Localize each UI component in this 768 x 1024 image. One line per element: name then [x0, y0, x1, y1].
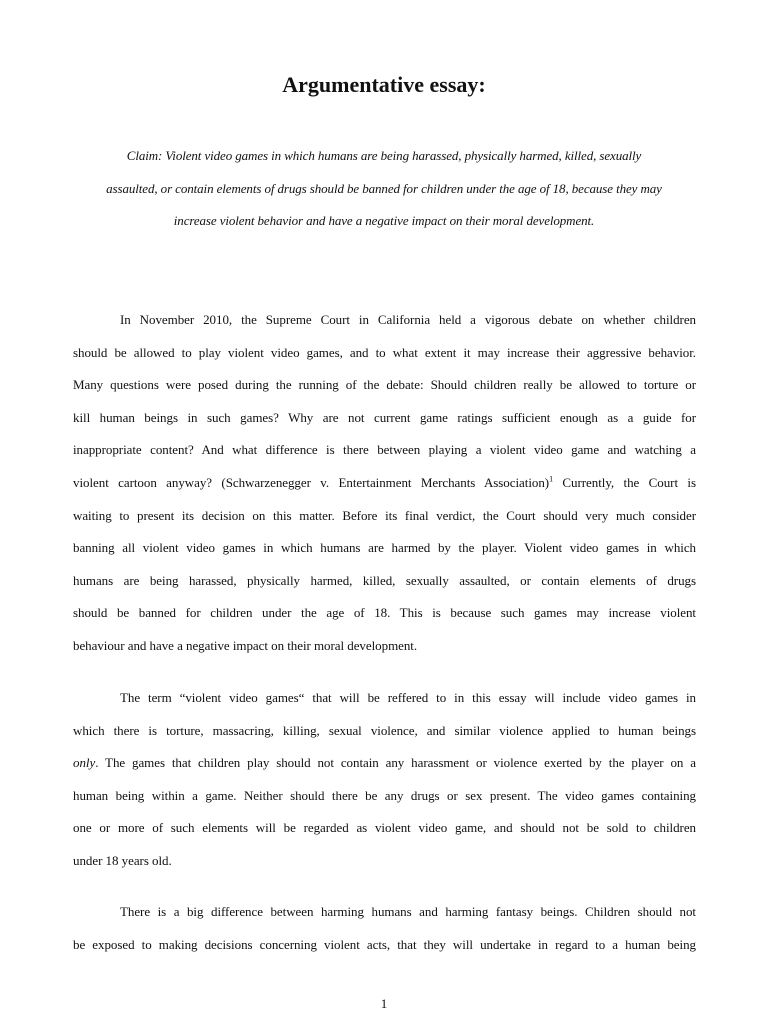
claim-line: increase violent behavior and have a negative impact on their moral development. — [173, 213, 595, 228]
paragraph-line: In November 2010, the Supreme Court in California held a vigorous debate on whether children — [120, 312, 696, 327]
emphasized-word: only — [73, 755, 96, 771]
paragraph-line: should be banned for children under the age of 18. This is because such games may increase violent — [73, 605, 696, 621]
paragraph-line-text: Currently, the Court is — [553, 474, 696, 490]
claim-line: Claim: Violent video games in which humans are being harassed, physically harmed, killed, sexually — [126, 148, 642, 163]
paragraph-line: behaviour and have a negative impact on their moral development. — [73, 637, 418, 653]
paragraph-1 — [73, 304, 696, 663]
claim-line: assaulted, or contain elements of drugs should be banned for children under the age of 18, because they may — [106, 180, 662, 196]
paragraph-line-text: violent cartoon anyway? (Schwarzenegger v. Entertainment Merchants Association) — [73, 474, 550, 490]
paragraph-line-with-emphasis — [73, 747, 696, 780]
document-title: Argumentative essay: — [282, 72, 486, 97]
page-number: 1 — [380, 996, 388, 1011]
paragraph-line: banning all violent video games in which humans are harmed by the player. Violent video games in which — [73, 540, 696, 556]
paragraph-line: The term “violent video games“ that will be reffered to in this essay will include video games in — [120, 690, 696, 705]
paragraph-2 — [73, 682, 696, 878]
paragraph-3 — [73, 896, 696, 961]
paragraph-line: be exposed to making decisions concerning violent acts, that they will undertake in regard to a human being — [73, 936, 696, 952]
paragraph-line: kill human beings in such games? Why are not current game ratings sufficient enough as a guide for — [73, 409, 696, 425]
paragraph-line: There is a big difference between harming humans and harming fantasy beings. Children should not — [120, 904, 696, 919]
claim-statement — [72, 140, 696, 238]
paragraph-line-with-footnote — [73, 467, 696, 500]
footnote-marker[interactable]: 1 — [549, 474, 554, 484]
paragraph-line: human being within a game. Neither should there be any drugs or sex present. The video games containing — [73, 787, 696, 803]
paragraph-line: humans are being harassed, physically harmed, killed, sexually assaulted, or contain elements of drugs — [73, 572, 696, 588]
paragraph-line: under 18 years old. — [73, 852, 172, 868]
paragraph-line: one or more of such elements will be regarded as violent video game, and should not be sold to children — [73, 820, 696, 836]
paragraph-line-text: . The games that children play should not contain any harassment or violence exerted by the player on a — [95, 755, 696, 771]
paragraph-line: inappropriate content? And what difference is there between playing a violent video game and watching a — [73, 442, 696, 458]
paragraph-line: waiting to present its decision on this matter. Before its final verdict, the Court should very much consider — [73, 507, 696, 523]
paragraph-line: Many questions were posed during the running of the debate: Should children really be allowed to torture or — [73, 377, 696, 393]
paragraph-line: should be allowed to play violent video games, and to what extent it may increase their aggressive behavior. — [73, 344, 696, 360]
paragraph-line: which there is torture, massacring, killing, sexual violence, and similar violence applied to human beings — [73, 722, 696, 738]
